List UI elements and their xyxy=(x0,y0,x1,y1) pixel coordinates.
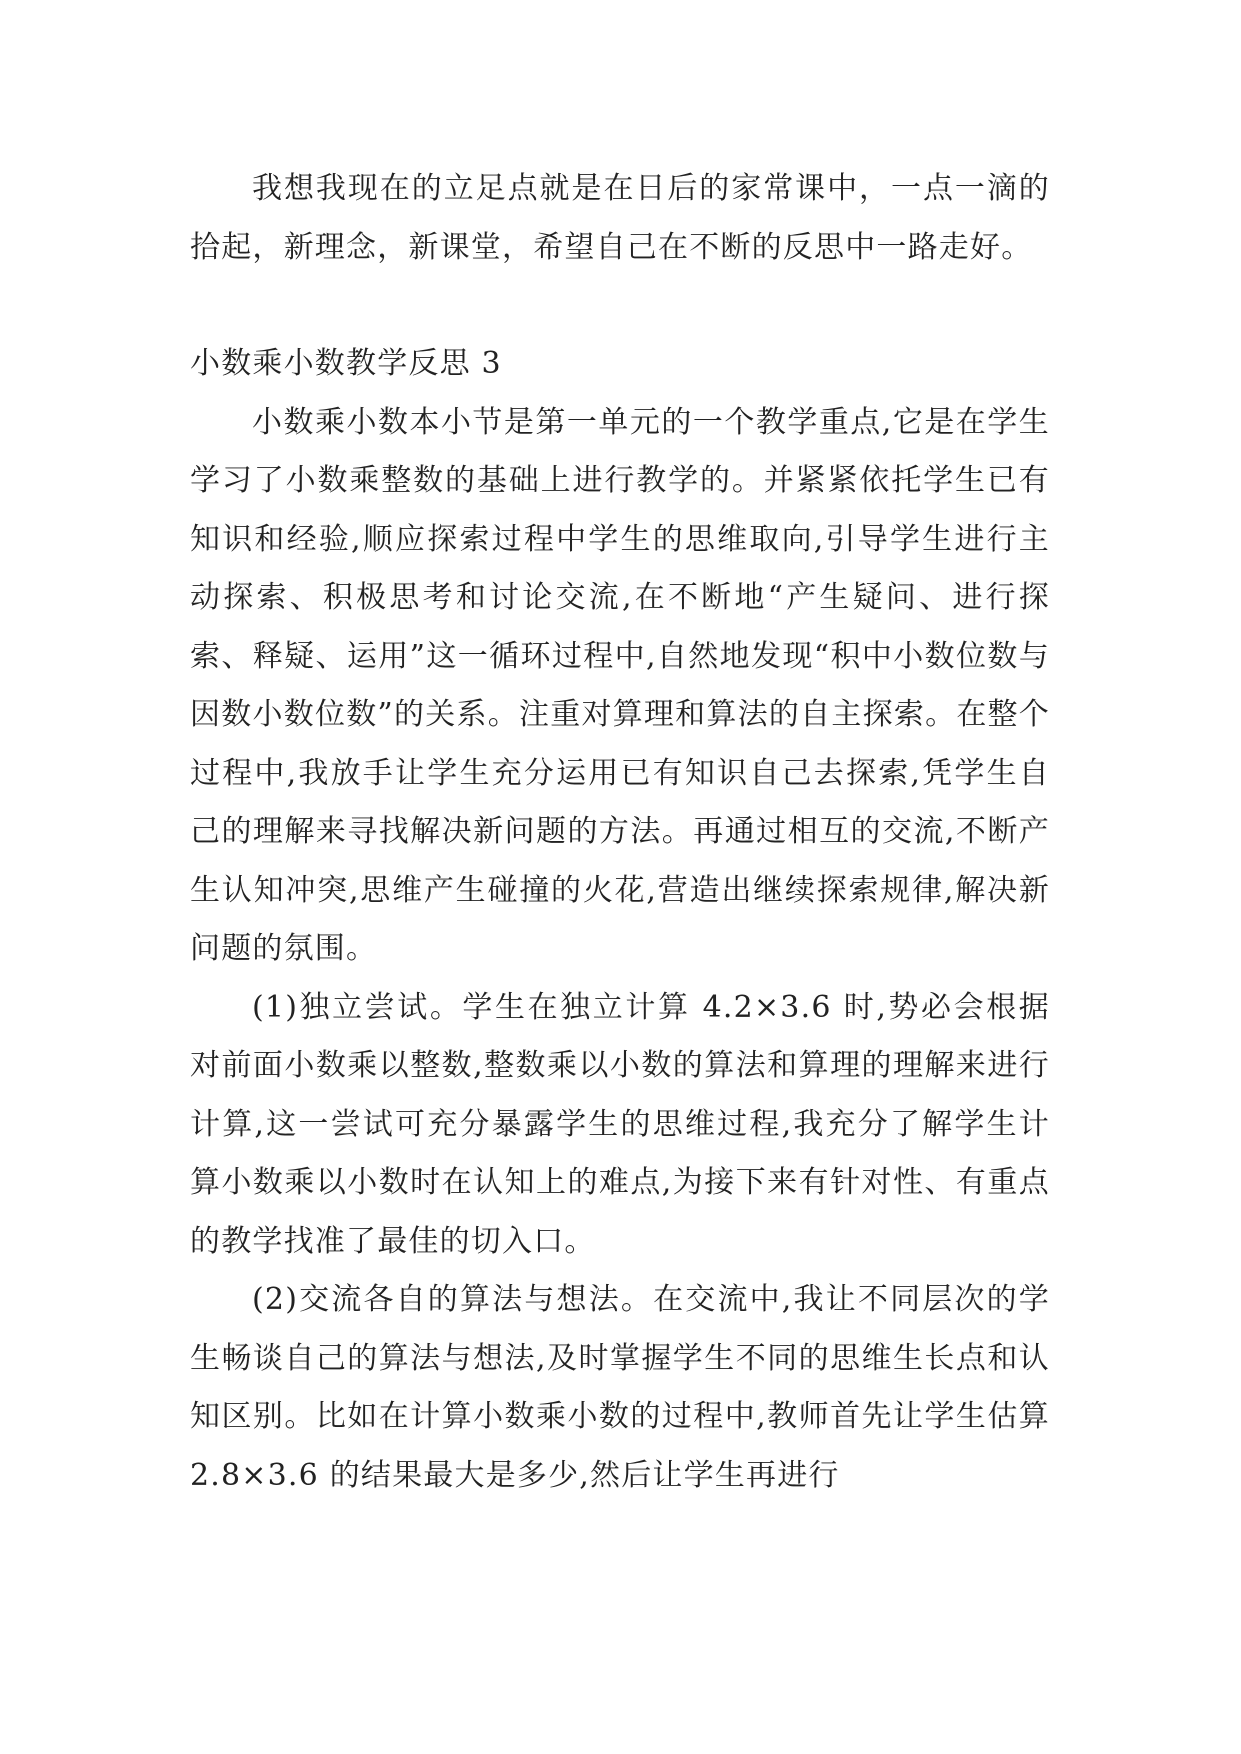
body-paragraph-2: (1)独立尝试。学生在独立计算 4.2×3.6 时,势必会根据对前面小数乘以整数,整数乘以小数的算法和算理的理解来进行计算,这一尝试可充分暴露学生的思维过程,我充分了解学生计算小数乘以小数时在认知上的难点,为接下来有针对性、有重点的教学找准了最佳的切入口。 xyxy=(190,989,1050,1259)
section-title: 小数乘小数教学反思 3 xyxy=(190,346,502,381)
body-paragraph-3: (2)交流各自的算法与想法。在交流中,我让不同层次的学生畅谈自己的算法与想法,及时掌握学生不同的思维生长点和认知区别。比如在计算小数乘小数的过程中,教师首先让学生估算 2.8×3.6 的结果最大是多少,然后让学生再进行 xyxy=(190,1282,1050,1493)
intro-paragraph: 我想我现在的立足点就是在日后的家常课中，一点一滴的拾起，新理念，新课堂，希望自己在不断的反思中一路走好。 xyxy=(190,171,1050,265)
body-paragraph-1: 小数乘小数本小节是第一单元的一个教学重点,它是在学生学习了小数乘整数的基础上进行教学的。并紧紧依托学生已有知识和经验,顺应探索过程中学生的思维取向,引导学生进行主动探索、积极思考和讨论交流,在不断地“产生疑问、进行探索、释疑、运用”这一循环过程中,自然地发现“积中小数位数与因数小数位数”的关系。注重对算理和算法的自主探索。在整个过程中,我放手让学生充分运用已有知识自己去探索,凭学生自己的理解来寻找解决新问题的方法。再通过相互的交流,不断产生认知冲突,思维产生碰撞的火花,营造出继续探索规律,解决新问题的氛围。 xyxy=(190,404,1050,966)
document-body xyxy=(190,160,1050,1505)
